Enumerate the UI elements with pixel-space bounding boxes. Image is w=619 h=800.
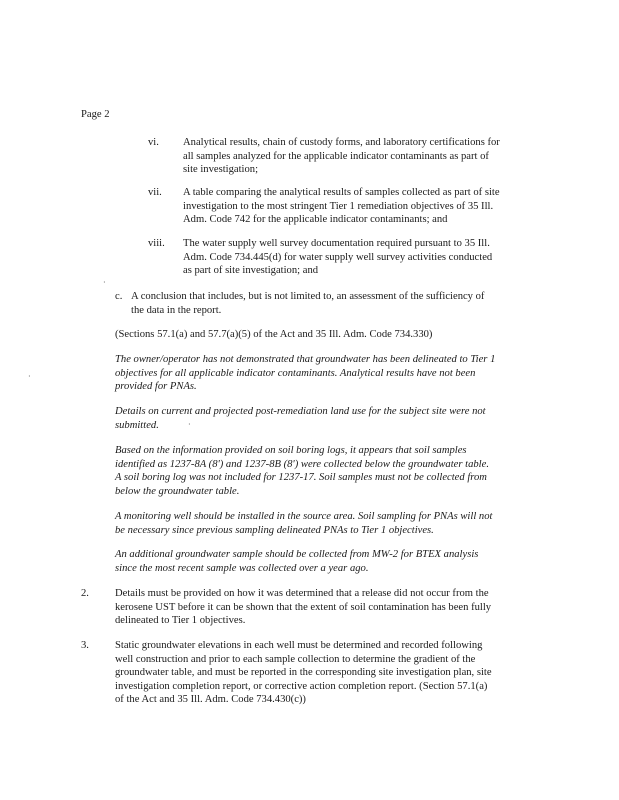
scan-speck-mid: · — [188, 420, 191, 429]
item-vii-line-3: Adm. Code 742 for the applicable indicator contaminants; and — [183, 214, 448, 225]
point-3-line-3: groundwater table, and must be reported in the corresponding site investigation plan, site — [115, 667, 492, 678]
item-vi-line-3: site investigation; — [183, 164, 259, 175]
note-3-line-4: below the groundwater table. — [115, 485, 240, 497]
item-c-line-1: A conclusion that includes, but is not limited to, an assessment of the sufficiency of — [131, 291, 485, 302]
item-c-line-2: the data in the report. — [131, 304, 222, 316]
note-4-line-1: A monitoring well should be installed in the source area. Soil sampling for PNAs will not — [115, 511, 493, 522]
item-numeral-viii: viii. — [148, 238, 165, 249]
note-3-line-1: Based on the information provided on soil boring logs, it appears that soil samples — [115, 445, 467, 456]
note-1-line-1: The owner/operator has not demonstrated that groundwater has been delineated to Tier 1 — [115, 354, 496, 365]
item-vi-line-2: all samples analyzed for the applicable indicator contaminants as part of — [183, 150, 489, 162]
point-3-line-4: investigation completion report, or corrective action completion report. (Section 57.1(a) — [115, 680, 488, 692]
item-label-c: c. — [115, 291, 123, 302]
note-3-line-3: A soil boring log was not included for 1237-17. Soil samples must not be collected from — [115, 472, 487, 483]
citation-sections: (Sections 57.1(a) and 57.7(a)(5) of the Act and 35 Ill. Adm. Code 734.330) — [115, 329, 433, 340]
point-2-line-3: delineated to Tier 1 objectives. — [115, 615, 246, 626]
item-vii-line-1: A table comparing the analytical results of samples collected as part of site — [183, 187, 500, 198]
point-3-line-1: Static groundwater elevations in each well must be determined and recorded following — [115, 640, 483, 651]
point-3-line-2: well construction and prior to each sample collection to determine the gradient of the — [115, 653, 476, 665]
item-viii-line-3: as part of site investigation; and — [183, 265, 319, 276]
note-3-line-2: identified as 1237-8A (8') and 1237-8B (8') were collected below the groundwater table. — [115, 458, 489, 470]
item-numeral-vii: vii. — [148, 187, 162, 198]
note-2-line-1: Details on current and projected post-remediation land use for the subject site were not — [115, 406, 486, 417]
point-number-3: 3. — [81, 640, 89, 651]
note-4-line-2: be necessary since previous sampling delineated PNAs to Tier 1 objectives. — [115, 524, 434, 536]
item-viii-line-1: The water supply well survey documentation required pursuant to 35 Ill. — [183, 238, 490, 249]
page-label: Page 2 — [81, 109, 110, 120]
item-vii-line-2: investigation to the most stringent Tier 1 remediation objectives of 35 Ill. — [183, 200, 494, 212]
point-3-line-5: of the Act and 35 Ill. Adm. Code 734.430(c)) — [115, 694, 306, 705]
scan-speck-left: · — [28, 372, 31, 381]
item-viii-line-2: Adm. Code 734.445(d) for water supply well survey activities conducted — [183, 251, 493, 263]
point-2-line-1: Details must be provided on how it was determined that a release did not occur from the — [115, 588, 489, 599]
note-2-line-2: submitted. — [115, 419, 159, 431]
item-numeral-vi: vi. — [148, 137, 159, 148]
scan-speck: · — [103, 278, 106, 287]
note-5-line-2: since the most recent sample was collected over a year ago. — [115, 562, 369, 574]
point-2-line-2: kerosene UST before it can be shown that the extent of soil contamination has been fully — [115, 601, 492, 613]
note-1-line-2: objectives for all applicable indicator contaminants. Analytical results have not been — [115, 367, 476, 379]
note-5-line-1: An additional groundwater sample should be collected from MW-2 for BTEX analysis — [115, 549, 479, 560]
item-vi-line-1: Analytical results, chain of custody forms, and laboratory certifications for — [183, 137, 500, 148]
note-1-line-3: provided for PNAs. — [115, 381, 197, 392]
point-number-2: 2. — [81, 588, 89, 599]
